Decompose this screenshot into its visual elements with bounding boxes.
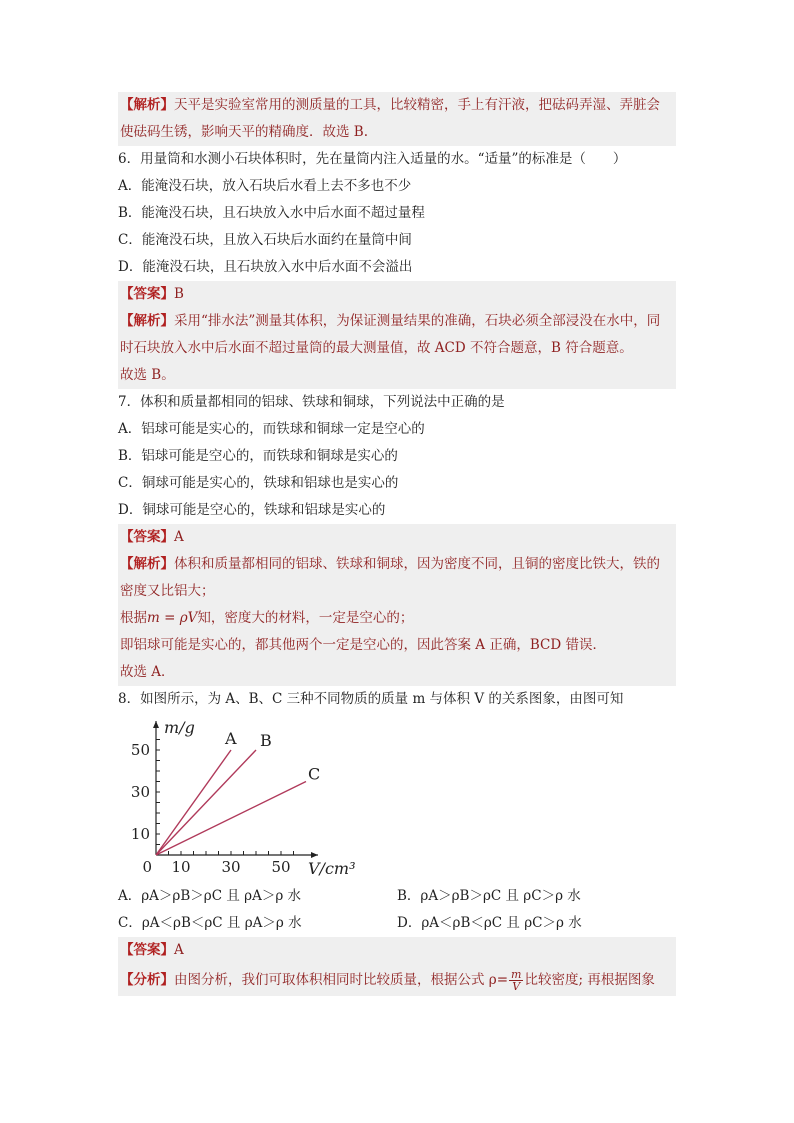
chart-svg <box>126 713 366 883</box>
q8-analysis-line-1: 【分析】由图分析，我们可取体积相同时比较质量，根据公式 ρ= $\frac{m}{V}$ 比较密度; 再根据图象 <box>120 968 655 993</box>
q8-options-row-1 <box>118 883 676 910</box>
q6-analysis-line-2: 时石块放入水中后水面不超过量筒的最大测量值，故 ACD 不符合题意，B 符合题意。 <box>120 340 633 356</box>
q6-answer-block <box>118 281 676 389</box>
q6-analysis-line-3: 故选 B。 <box>120 367 175 383</box>
y-tick-label: 30 <box>130 783 150 801</box>
y-tick-label: 50 <box>130 741 150 759</box>
q7-stem: 7．体积和质量都相同的铝球、铁球和铜球，下列说法中正确的是 <box>118 394 505 410</box>
mass-volume-chart <box>126 713 676 883</box>
q7-analysis-line-4: 即铝球可能是实心的，都其他两个一定是空心的，因此答案 A 正确，BCD 错误． <box>120 637 606 653</box>
x-tick-label: 30 <box>221 858 241 876</box>
series-line-a <box>156 750 231 855</box>
q5-analysis-line-1: 【解析】天平是实验室常用的测质量的工具，比较精密，手上有汗液，把砝码弄湿、弄脏会 <box>120 97 660 113</box>
q7-analysis-line-5: 故选 A． <box>120 664 175 680</box>
q5-analysis-line-2: 使砝码生锈，影响天平的精确度．故选 B. <box>120 124 369 140</box>
q6-stem: 6．用量筒和水测小石块体积时，先在量筒内注入适量的水。“适量”的标准是（ ） <box>118 151 627 167</box>
q8-option-d: D．ρA＜ρB＜ρC 且 ρC＞ρ 水 <box>397 915 582 931</box>
q8-options-row-2 <box>118 910 676 937</box>
analysis-tag: 【解析】 <box>120 313 174 329</box>
x-tick-label: 10 <box>171 858 191 876</box>
y-axis-arrow <box>153 721 159 728</box>
series-label-c: C <box>308 764 321 784</box>
x-axis-label: V/cm³ <box>308 859 356 878</box>
origin-label: 0 <box>142 858 152 876</box>
q8-answer: 【答案】A <box>120 942 184 958</box>
y-axis-label: m/g <box>164 718 195 737</box>
density-fraction <box>509 969 523 992</box>
q7-analysis-line-1: 【解析】体积和质量都相同的铝球、铁球和铜球，因为密度不同，且铜的密度比铁大，铁的 <box>120 556 660 572</box>
answer-tag: 【答案】 <box>120 286 174 302</box>
x-tick-label: 50 <box>271 858 291 876</box>
series-label-b: B <box>260 731 272 750</box>
y-tick-label: 10 <box>130 825 150 843</box>
q7-analysis-line-2: 密度又比铝大； <box>120 583 215 599</box>
q5-analysis-block <box>118 92 676 146</box>
q8-option-a: A．ρA＞ρB＞ρC 且 ρA＞ρ 水 <box>118 888 302 904</box>
series-line-b <box>156 750 256 855</box>
q7-answer-block <box>118 524 676 686</box>
analysis-tag: 【分析】 <box>120 972 174 988</box>
q6-option-c: C．能淹没石块，且放入石块后水面约在量筒中间 <box>118 232 412 248</box>
analysis-tag: 【解析】 <box>120 556 174 572</box>
series-line-c <box>156 782 306 856</box>
q8-option-b: B．ρA＞ρB＞ρC 且 ρC＞ρ 水 <box>397 888 581 904</box>
q7-option-a: A．铝球可能是实心的，而铁球和铜球一定是空心的 <box>118 421 425 437</box>
q6-answer: 【答案】B <box>120 286 184 302</box>
answer-tag: 【答案】 <box>120 942 174 958</box>
q8-answer-block <box>118 937 676 996</box>
q8-option-c: C．ρA＜ρB＜ρC 且 ρA＞ρ 水 <box>118 915 302 931</box>
q7-analysis-line-3: 根据m = ρV知，密度大的材料，一定是空心的； <box>120 610 414 626</box>
analysis-tag: 【解析】 <box>120 97 174 113</box>
answer-tag: 【答案】 <box>120 529 174 545</box>
q7-option-d: D．铜球可能是空心的，铁球和铝球是实心的 <box>118 502 386 518</box>
fraction-denominator: V <box>512 980 521 993</box>
q6-analysis-line-1: 【解析】采用“排水法”测量其体积，为保证测量结果的准确，石块必须全部浸没在水中，同 <box>120 313 661 329</box>
formula: m = ρV <box>147 610 198 626</box>
series-label-a: A <box>225 729 237 748</box>
q6-option-b: B．能淹没石块，且石块放入水中后水面不超过量程 <box>118 205 425 221</box>
q8-stem: 8．如图所示，为 A、B、C 三种不同物质的质量 m 与体积 V 的关系图象，由图可知 <box>118 691 624 707</box>
q7-option-c: C．铜球可能是实心的，铁球和铝球也是实心的 <box>118 475 399 491</box>
q7-answer: 【答案】A <box>120 529 184 545</box>
fraction-numerator: m <box>511 968 522 981</box>
q6-option-a: A．能淹没石块，放入石块后水看上去不多也不少 <box>118 178 412 194</box>
q6-option-d: D．能淹没石块，且石块放入水中后水面不会溢出 <box>118 259 413 275</box>
x-axis-arrow <box>311 852 318 858</box>
document-page <box>118 92 676 996</box>
q7-option-b: B．铝球可能是空心的，而铁球和铜球是实心的 <box>118 448 398 464</box>
